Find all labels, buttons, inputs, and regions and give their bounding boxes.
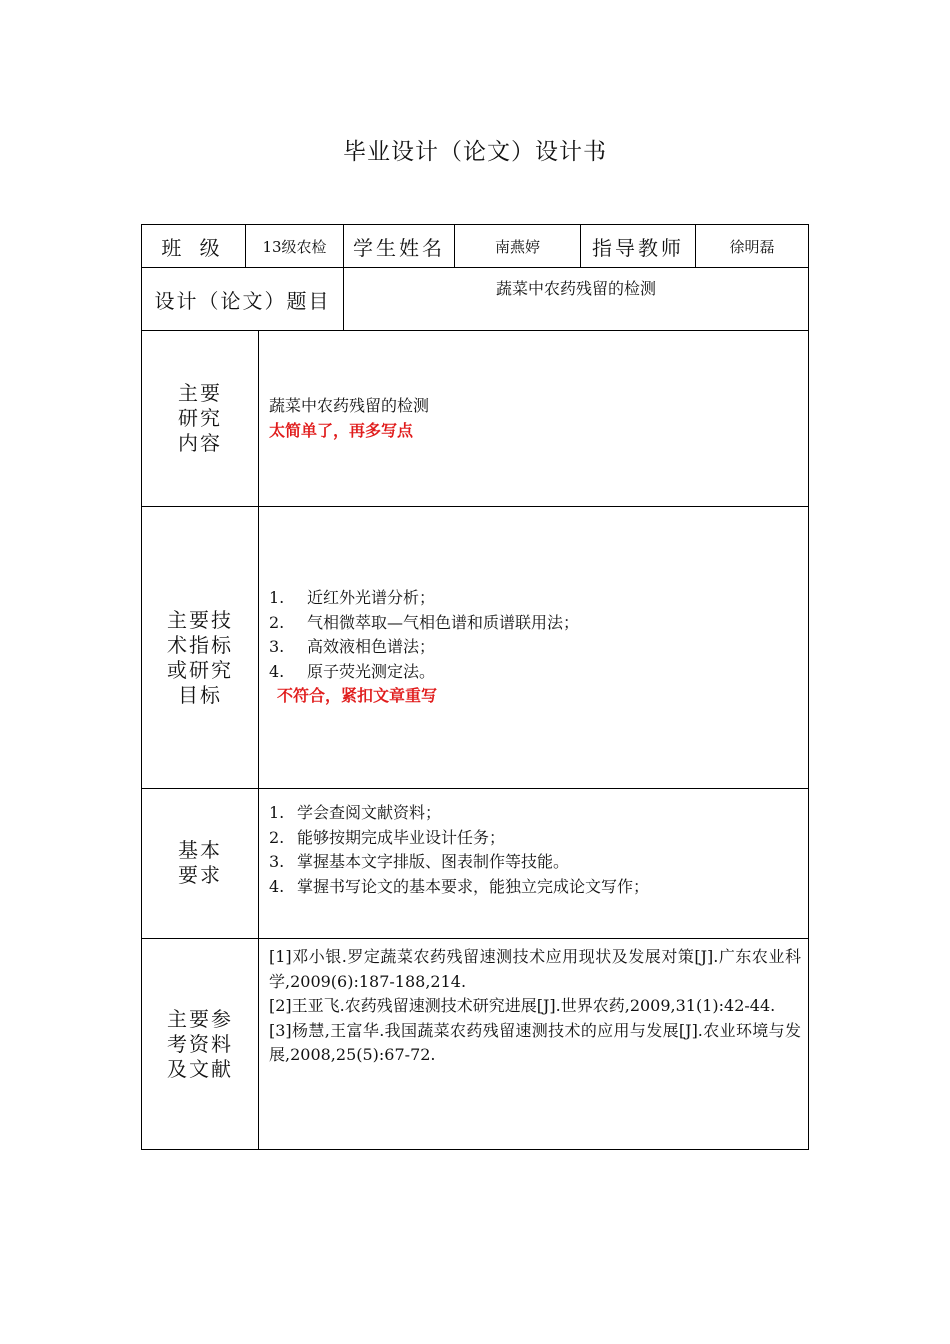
item-number: 3. bbox=[269, 852, 285, 871]
list-item bbox=[269, 801, 799, 826]
student-name-label: 学生姓名 bbox=[353, 235, 445, 260]
research-content-body bbox=[269, 394, 799, 443]
item-text: 能够按期完成毕业设计任务； bbox=[297, 827, 506, 847]
list-item bbox=[269, 660, 799, 685]
row-divider bbox=[141, 330, 809, 331]
item-number: 2. bbox=[269, 827, 285, 847]
col-divider bbox=[258, 330, 259, 1150]
label-line: 基本 bbox=[178, 838, 222, 862]
student-name-value: 南燕婷 bbox=[494, 237, 540, 256]
label-line: 主要 bbox=[178, 381, 222, 405]
reference-item: [3]杨慧,王富华.我国蔬菜农药残留速测技术的应用与发展[J].农业环境与发展,2008,25(5):67-72. bbox=[269, 1020, 801, 1064]
reference-item: [1]邓小银.罗定蔬菜农药残留速测技术应用现状及发展对策[J].广东农业科学,2009(6):187-188,214. bbox=[269, 947, 801, 991]
page-title: 毕业设计（论文）设计书 bbox=[343, 139, 607, 165]
item-text: 掌握书写论文的基本要求，能独立完成论文写作； bbox=[297, 876, 650, 896]
basic-requirements-body bbox=[269, 801, 799, 899]
reference-item: [2]王亚飞.农药残留速测技术研究进展[J].世界农药,2009,31(1):42-44. bbox=[269, 996, 776, 1015]
label-line: 目标 bbox=[178, 683, 222, 707]
technical-targets-label bbox=[142, 608, 258, 708]
list-item bbox=[269, 586, 799, 611]
class-label: 班 级 bbox=[161, 235, 226, 260]
item-number: 2. bbox=[269, 612, 285, 632]
list-item bbox=[269, 875, 799, 900]
item-number: 3. bbox=[269, 637, 285, 656]
item-number: 4. bbox=[269, 876, 285, 896]
label-line: 内容 bbox=[178, 431, 222, 455]
item-text: 近红外光谱分析； bbox=[307, 588, 436, 607]
list-item bbox=[269, 826, 799, 851]
list-item bbox=[269, 850, 799, 875]
research-content-text: 蔬菜中农药残留的检测 bbox=[269, 396, 430, 415]
item-number: 4. bbox=[269, 661, 285, 681]
topic-label: 设计（论文）题目 bbox=[154, 288, 331, 313]
advisor-label: 指导教师 bbox=[592, 235, 684, 260]
item-text: 掌握基本文字排版、图表制作等技能。 bbox=[297, 852, 570, 871]
label-line: 要求 bbox=[178, 863, 222, 887]
reviewer-comment: 太简单了，再多写点 bbox=[269, 420, 414, 440]
label-line: 研究 bbox=[178, 406, 222, 430]
references-label bbox=[142, 1007, 258, 1082]
row-divider bbox=[141, 938, 809, 939]
item-number: 1. bbox=[269, 588, 285, 607]
label-line: 主要技 bbox=[167, 608, 233, 632]
item-text: 学会查阅文献资料； bbox=[297, 803, 442, 822]
label-line: 术指标 bbox=[167, 633, 233, 657]
item-text: 原子荧光测定法。 bbox=[307, 661, 436, 681]
class-value: 13级农检 bbox=[262, 237, 327, 256]
row-divider bbox=[141, 788, 809, 789]
item-number: 1. bbox=[269, 803, 285, 822]
list-item bbox=[269, 635, 799, 660]
label-line: 主要参 bbox=[167, 1007, 233, 1031]
basic-requirements-label bbox=[142, 838, 258, 888]
row-divider bbox=[141, 506, 809, 507]
label-line: 及文献 bbox=[167, 1057, 233, 1081]
item-text: 气相微萃取—气相色谱和质谱联用法； bbox=[307, 612, 580, 632]
references-body bbox=[269, 945, 801, 1068]
research-content-label bbox=[142, 381, 258, 456]
list-item bbox=[269, 611, 799, 636]
label-line: 考资料 bbox=[167, 1032, 233, 1056]
technical-targets-body bbox=[269, 586, 799, 709]
label-line: 或研究 bbox=[167, 658, 233, 682]
item-text: 高效液相色谱法； bbox=[307, 637, 436, 656]
reviewer-comment: 不符合，紧扣文章重写 bbox=[277, 686, 438, 705]
topic-value: 蔬菜中农药残留的检测 bbox=[495, 279, 656, 298]
advisor-value: 徐明磊 bbox=[729, 237, 775, 256]
